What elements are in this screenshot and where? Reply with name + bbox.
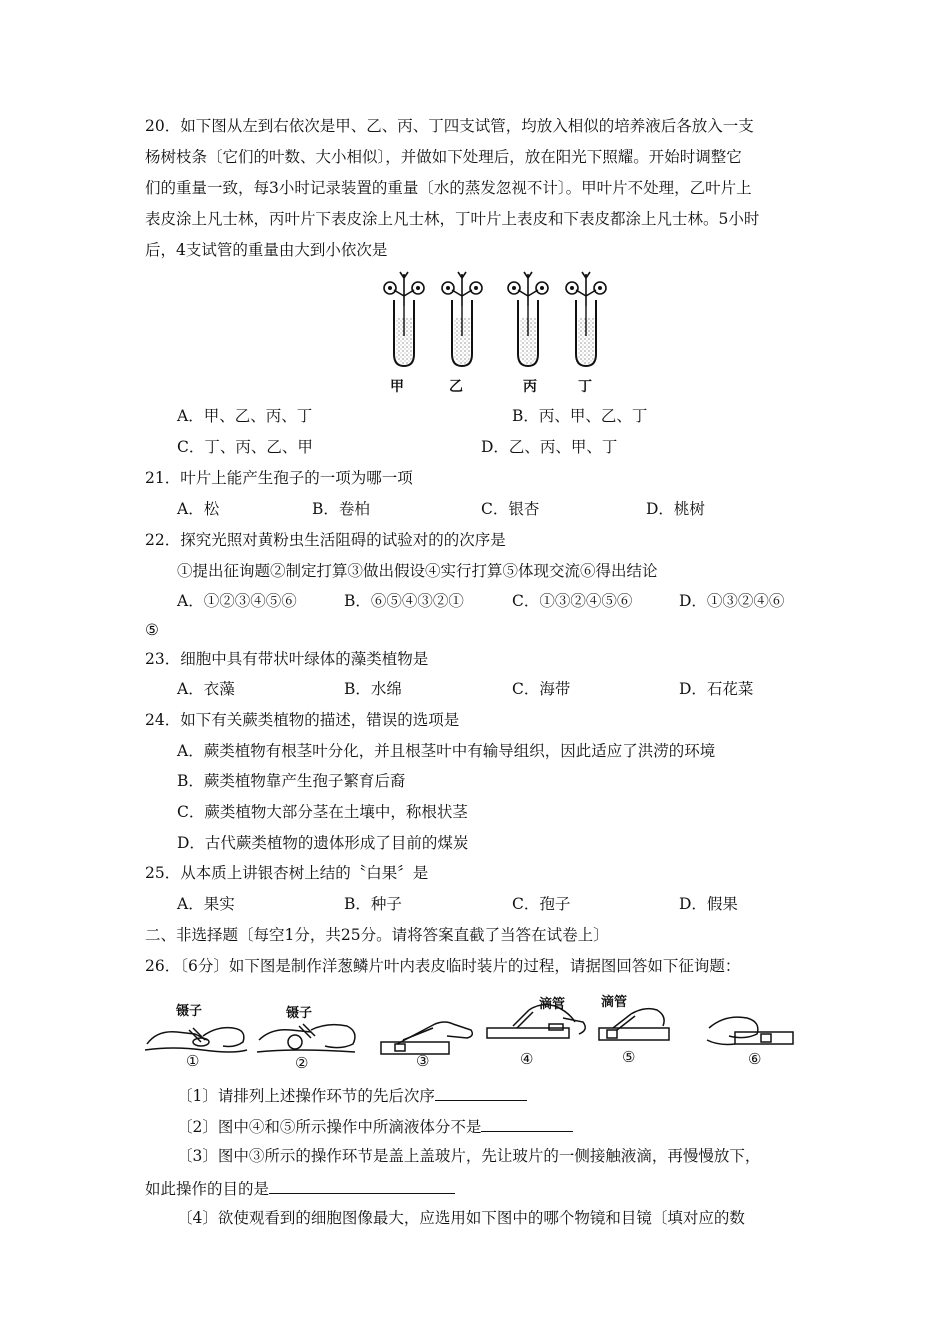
tube-ding: [566, 272, 606, 366]
step-number-2: ②: [295, 1054, 309, 1072]
q22-stem: 22．探究光照对黄粉虫生活阻碍的试验对的的次序是: [145, 531, 506, 549]
q20-option-b: B．丙、甲、乙、丁: [512, 407, 648, 425]
q25-option-b: B．种子: [344, 895, 402, 913]
q25-option-a: A．果实: [177, 895, 235, 913]
step-number-4: ④: [520, 1050, 534, 1068]
q26-sub-3-line-2: [145, 1177, 455, 1199]
q26-sub-3-text: 如此操作的目的是: [145, 1180, 270, 1198]
q20-option-d: D．乙、丙、甲、丁: [481, 438, 618, 456]
q21-option-d: D．桃树: [646, 500, 705, 518]
answer-blank-3[interactable]: [269, 1177, 455, 1194]
q20-option-c: C．丁、丙、乙、甲: [177, 438, 313, 456]
step-number-6: ⑥: [748, 1050, 762, 1068]
q20-line-3: 们的重量一致，每3小时记录装置的重量〔水的蒸发忽视不计〕。甲叶片不处理，乙叶片上: [145, 179, 752, 197]
step-6-drawing: [707, 1017, 793, 1044]
q21-stem: 21．叶片上能产生孢子的一项为哪一项: [145, 469, 413, 487]
q21-option-b: B．卷柏: [312, 500, 370, 518]
q23-stem: 23．细胞中具有带状叶绿体的藻类植物是: [145, 650, 429, 668]
q23-option-c: C．海带: [512, 680, 571, 698]
q22-option-c: C．①③②④⑤⑥: [512, 592, 633, 610]
q20-line-1: 20．如下图从左到右依次是甲、乙、丙、丁四支试管，均放入相似的培养液后各放入一支: [145, 117, 754, 135]
q22-option-d: D．①③②④⑥: [679, 592, 785, 610]
q20-line-4: 表皮涂上凡士林，丙叶片下表皮涂上凡士林，丁叶片上表皮和下表皮都涂上凡士林。5小时: [145, 210, 760, 228]
q26-sub-1-text: 〔1〕请排列上述操作环节的先后次序: [177, 1087, 435, 1105]
step-number-3: ③: [416, 1052, 430, 1070]
tube-label-yi: 乙: [449, 379, 463, 395]
tool-label-dropper-2: 滴管: [601, 995, 628, 1010]
step-number-5: ⑤: [622, 1048, 636, 1066]
step-3-drawing: [381, 1022, 472, 1054]
q26-stem: 26．〔6分〕如下图是制作洋葱鳞片叶内表皮临时装片的过程，请据图回答如下征询题：: [145, 957, 741, 975]
q26-sub-1: [177, 1084, 527, 1106]
q26-sub-2: [177, 1115, 573, 1137]
answer-blank-1[interactable]: [435, 1084, 527, 1101]
tube-bing: [508, 272, 548, 366]
q20-line-5: 后，4支试管的重量由大到小依次是: [145, 241, 388, 259]
q26-sub-3-line-1: 〔3〕图中③所示的操作环节是盖上盖玻片，先让玻片的一侧接触液滴，再慢慢放下，: [177, 1147, 761, 1165]
q21-option-a: A．松: [177, 500, 220, 518]
tube-yi: [442, 272, 482, 366]
q24-option-d: D．古代蕨类植物的遗体形成了目前的煤炭: [177, 834, 469, 852]
tube-label-jia: 甲: [390, 379, 404, 395]
q24-option-c: C．蕨类植物大部分茎在土壤中，称根状茎: [177, 803, 468, 821]
section-heading: 二、非选择题〔每空1分，共25分。请将答案直截了当答在试卷上〕: [145, 926, 609, 944]
q26-sub-4: 〔4〕欲使观看到的细胞图像最大，应选用如下图中的哪个物镜和目镜〔填对应的数: [177, 1209, 745, 1227]
q20-line-2: 杨树枝条〔它们的叶数、大小相似〕，并做如下处理后，放在阳光下照耀。开始时调整它: [145, 148, 742, 166]
q25-stem: 25．从本质上讲银杏树上结的〝白果〞是: [145, 864, 429, 882]
q22-option-a: A．①②③④⑤⑥: [177, 592, 297, 610]
q24-stem: 24．如下有关蕨类植物的描述，错误的选项是: [145, 711, 460, 729]
slide-preparation-figure: [143, 1000, 808, 1070]
tube-label-ding: 丁: [578, 379, 592, 395]
q22-steps: ①提出征询题②制定打算③做出假设④实行打算⑤体现交流⑥得出结论: [177, 562, 658, 580]
q20-option-a: A．甲、乙、丙、丁: [177, 407, 313, 425]
q21-option-c: C．银杏: [481, 500, 540, 518]
tool-label-dropper-1: 滴管: [539, 997, 566, 1012]
q22-option-b: B．⑥⑤④③②①: [344, 592, 464, 610]
step-1-drawing: [145, 1028, 247, 1052]
tube-jia: [384, 272, 424, 366]
step-4-drawing: [487, 1005, 585, 1038]
q23-option-a: A．衣藻: [177, 680, 235, 698]
step-5-drawing: [599, 1009, 669, 1040]
q26-sub-2-text: 〔2〕图中④和⑤所示操作中所滴液体分不是: [177, 1118, 482, 1136]
tube-label-bing: 丙: [523, 379, 537, 395]
q23-option-b: B．水绵: [344, 680, 402, 698]
q25-option-c: C．孢子: [512, 895, 571, 913]
q22-option-d-wrap: ⑤: [145, 621, 159, 639]
step-number-1: ①: [186, 1052, 200, 1070]
q24-option-b: B．蕨类植物靠产生孢子繁育后裔: [177, 772, 406, 790]
step-2-drawing: [257, 1024, 355, 1052]
q23-option-d: D．石花菜: [679, 680, 754, 698]
tool-label-tweezers-2: 镊子: [286, 1006, 313, 1021]
q24-option-a: A．蕨类植物有根茎叶分化，并且根茎叶中有输导组织，因此适应了洪涝的环境: [177, 742, 716, 760]
answer-blank-2[interactable]: [481, 1115, 573, 1132]
q25-option-d: D．假果: [679, 895, 738, 913]
tool-label-tweezers-1: 镊子: [176, 1004, 203, 1019]
